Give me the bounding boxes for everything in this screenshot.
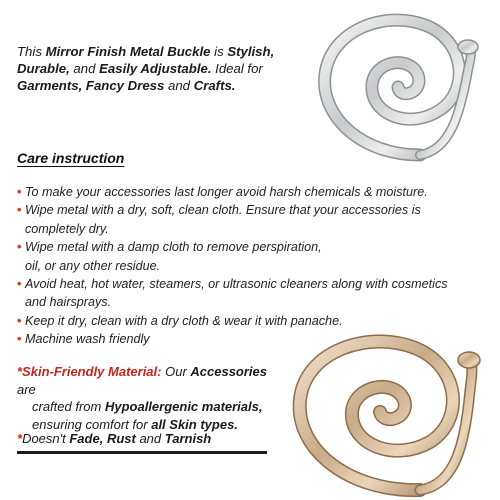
skin-friendly-marker: *Skin-Friendly Material: — [17, 364, 162, 379]
intro-durable: Durable, — [17, 61, 70, 76]
bullet-icon: • — [17, 240, 22, 255]
bullet-icon: • — [17, 185, 22, 199]
care-item — [17, 201, 487, 238]
bullet-icon: • — [17, 277, 22, 292]
care-instruction-heading: Care instruction — [17, 150, 125, 166]
care-item — [17, 238, 487, 275]
intro-and2: and — [164, 78, 194, 93]
tarnish-doesnt: Doesn't — [22, 431, 70, 446]
care-item-text: oil, or any other residue. — [25, 258, 161, 273]
skin-hypoallergenic: Hypoallergenic materials, — [104, 399, 263, 414]
tarnish-rust: Rust — [106, 431, 136, 446]
skin-crafted-from: crafted from — [32, 399, 105, 414]
intro-and: and — [69, 61, 100, 76]
care-item-text: Keep it dry, clean with a dry cloth & wear it with panache. — [25, 313, 343, 328]
intro-is: is — [210, 44, 228, 59]
tarnish-fade: Fade, — [69, 431, 104, 446]
intro-stylish: Stylish, — [227, 44, 275, 59]
tarnish-marker: * — [17, 431, 23, 446]
skin-our: Our — [161, 364, 191, 379]
care-instruction-list — [17, 183, 487, 349]
silver-spiral-buckle-image — [300, 5, 500, 165]
care-item — [17, 275, 487, 312]
product-name: Mirror Finish Metal Buckle — [45, 44, 211, 59]
skin-all-skin: all Skin types. — [151, 416, 238, 432]
skin-are: are — [17, 381, 36, 397]
care-item-text: Wipe metal with a damp cloth to remove perspiration, — [25, 240, 322, 255]
intro-garments: Garments, — [17, 78, 83, 93]
tarnish-and: and — [135, 431, 165, 446]
care-item-text: completely dry. — [25, 221, 109, 236]
intro-crafts: Crafts. — [193, 78, 236, 93]
bullet-icon: • — [17, 313, 22, 328]
intro-ideal-for: Ideal for — [211, 61, 263, 76]
no-tarnish-text — [17, 431, 211, 446]
care-item — [17, 330, 487, 348]
care-item — [17, 312, 487, 330]
intro-adjustable: Easily Adjustable. — [99, 61, 212, 76]
bullet-icon: • — [17, 332, 22, 347]
bullet-icon: • — [17, 203, 22, 218]
intro-fancy-dress: Fancy Dress — [85, 78, 165, 93]
skin-accessories: Accessories — [190, 364, 268, 379]
skin-ensuring: ensuring comfort for — [32, 416, 152, 432]
tarnish-word: Tarnish — [164, 431, 212, 446]
care-item-text: and hairsprays. — [25, 295, 112, 310]
skin-friendly-text — [17, 363, 277, 433]
care-item-text: Avoid heat, hot water, steamers, or ultrasonic cleaners along with cosmetics — [25, 277, 448, 292]
skin-line-2 — [17, 398, 277, 416]
intro-this: This — [17, 44, 46, 59]
care-item-text: Wipe metal with a dry, soft, clean cloth. Ensure that your accessories is — [25, 203, 421, 218]
care-item — [17, 183, 487, 201]
product-intro-text — [17, 43, 297, 94]
care-item-text: To make your accessories last longer avoid harsh chemicals & moisture. — [25, 185, 428, 199]
care-item-text: Machine wash friendly — [25, 332, 150, 347]
divider-line — [17, 451, 267, 454]
